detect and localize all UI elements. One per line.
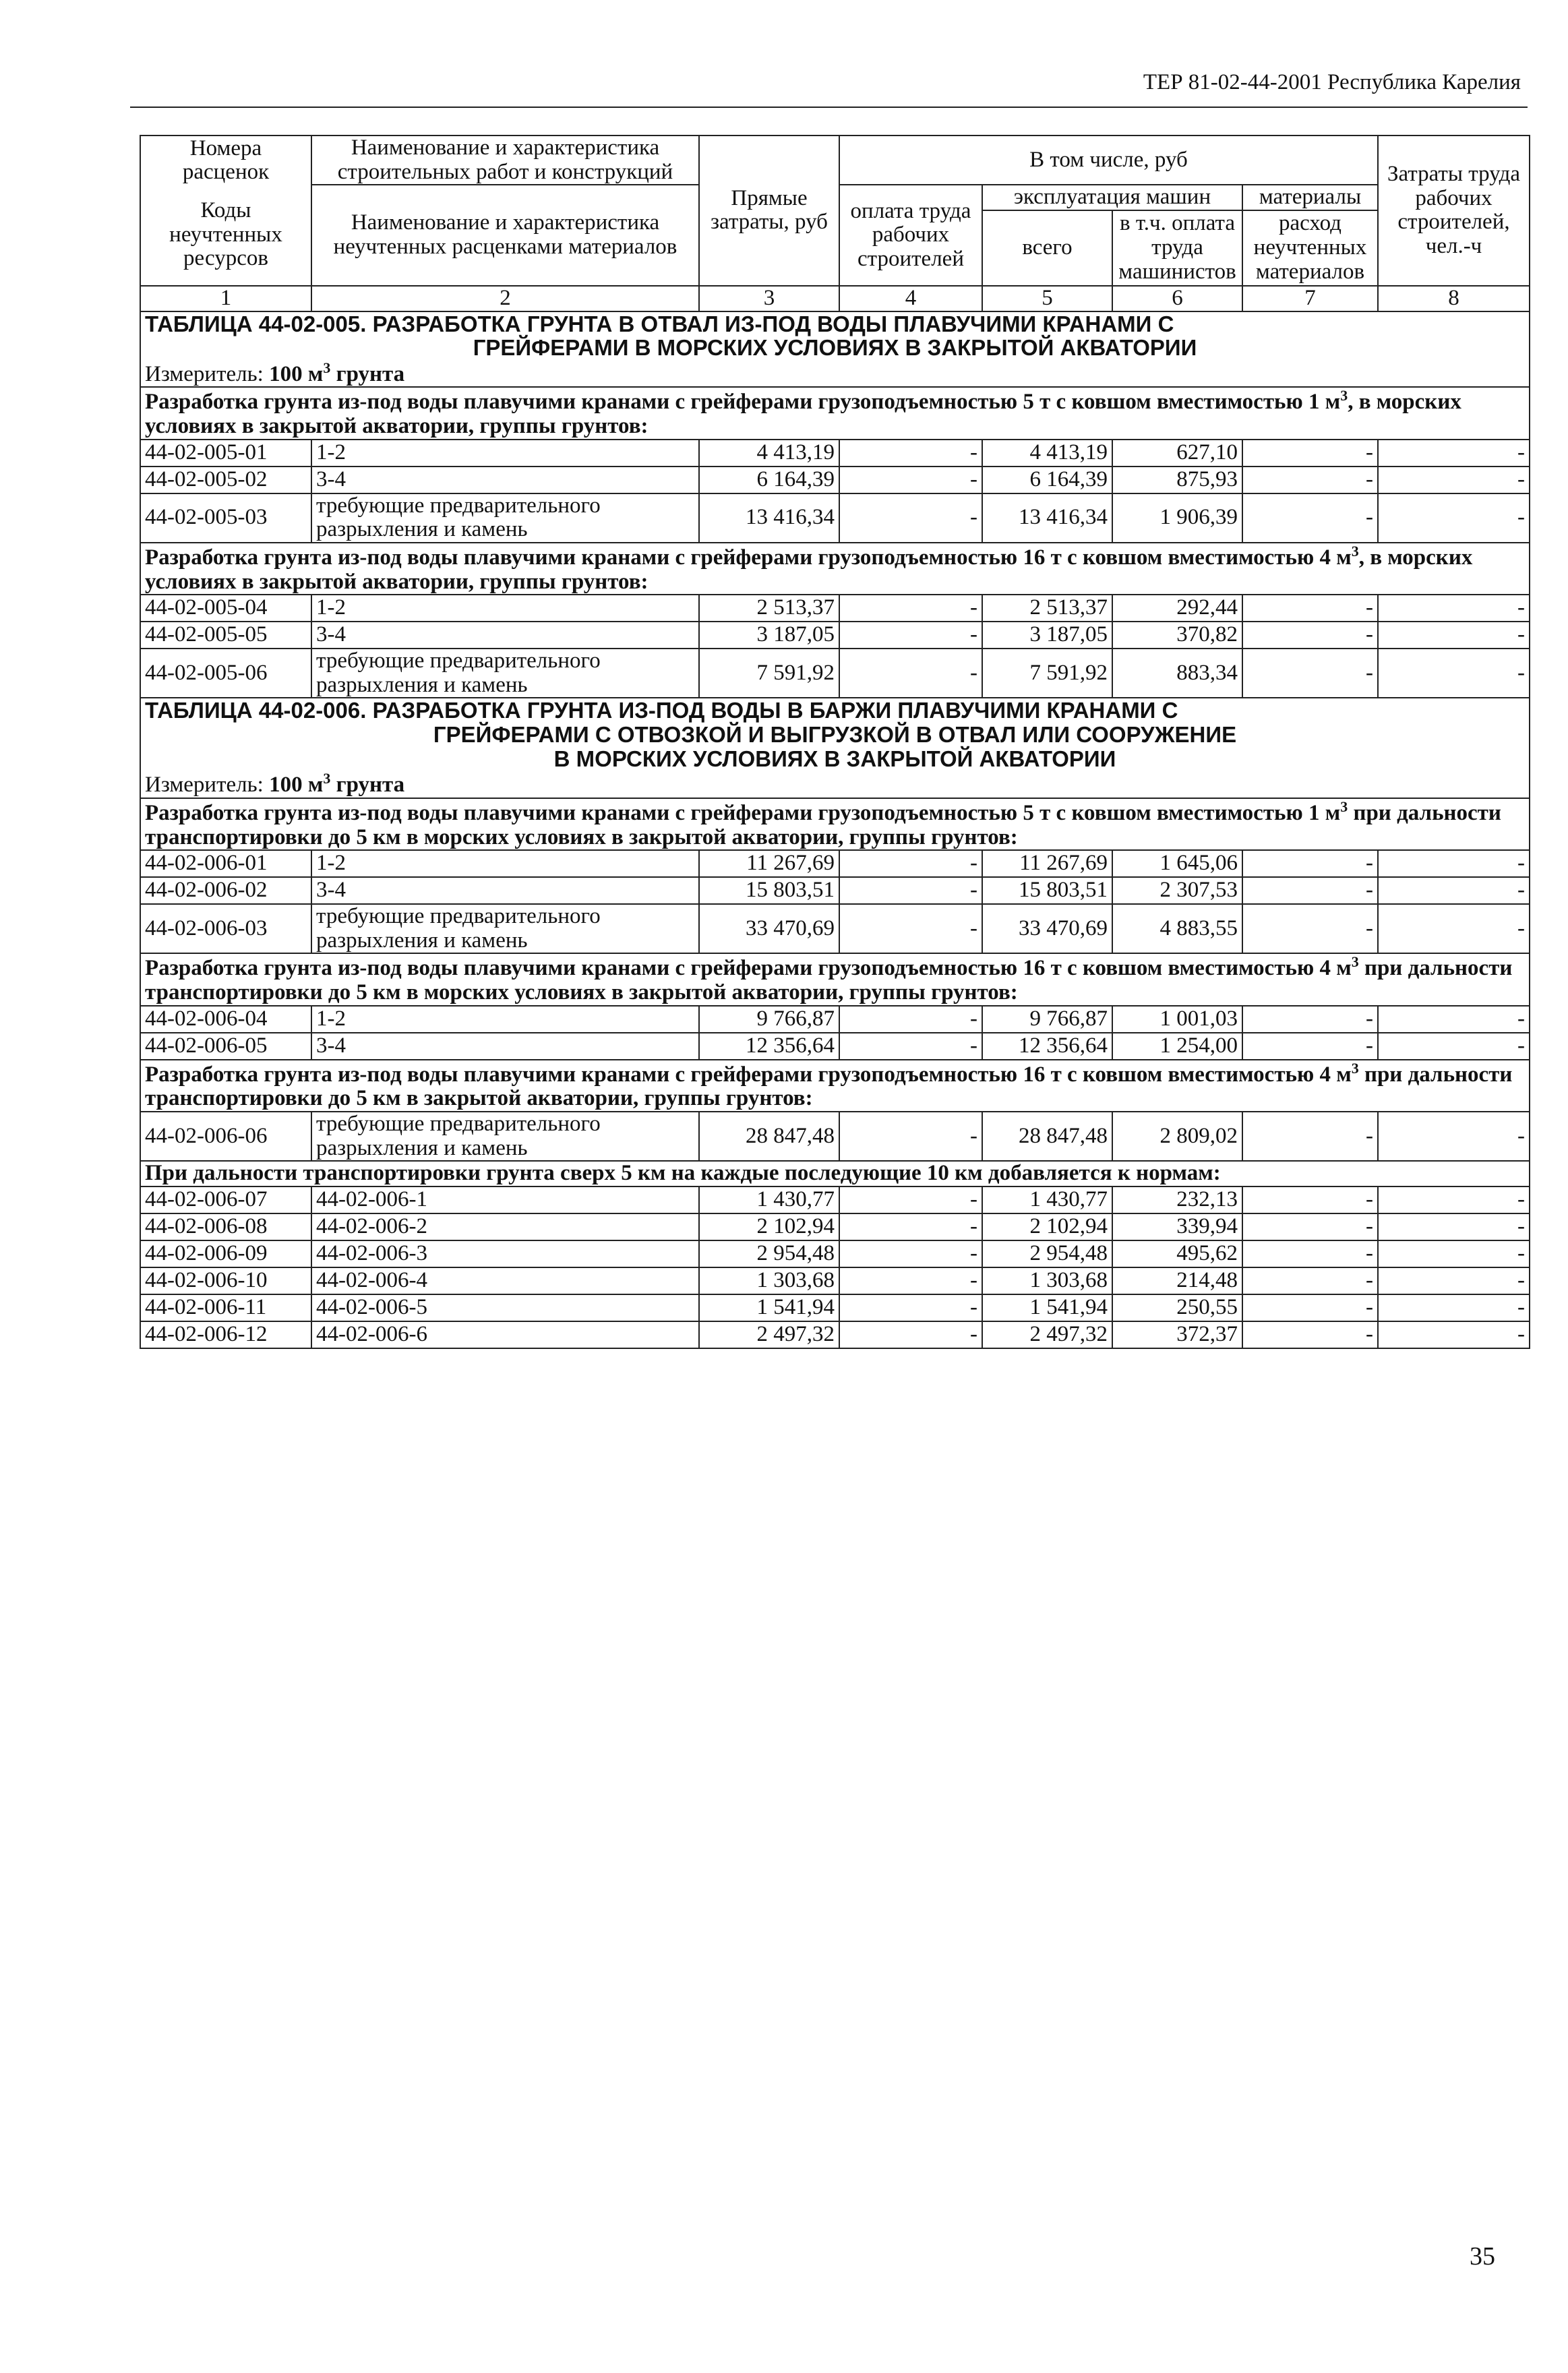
section-heading-row [140, 1060, 1530, 1112]
cell-labor: - [839, 595, 982, 622]
cell-labor-hours: - [1378, 622, 1530, 649]
col-num: 7 [1242, 286, 1378, 311]
cell-labor: - [839, 649, 982, 698]
cell-labor: - [839, 1006, 982, 1033]
section-heading-row [140, 1161, 1530, 1186]
section-text-end: , в морских условиях в закрытой акватории, группы грунтов: [145, 545, 1473, 594]
cell-machinist-pay: 370,82 [1112, 622, 1242, 649]
measure-row [140, 360, 1530, 388]
cell-materials: - [1242, 1186, 1378, 1213]
cell-machinist-pay: 883,34 [1112, 649, 1242, 698]
cell-code: 44-02-006-09 [140, 1240, 311, 1267]
col-8: Затраты труда рабочих строителей, чел.-ч [1378, 136, 1530, 286]
cell-machinist-pay: 250,55 [1112, 1294, 1242, 1321]
section-text-end: , в морских условиях в закрытой акватории, группы грунтов: [145, 390, 1461, 438]
col-num: 8 [1378, 286, 1530, 311]
cell-materials: - [1242, 467, 1378, 493]
cell-machinist-pay: 1 001,03 [1112, 1006, 1242, 1033]
section-power: 3 [1351, 953, 1359, 971]
section-heading-row [140, 387, 1530, 439]
cell-direct: 28 847,48 [699, 1112, 839, 1161]
cell-name: 44-02-006-2 [311, 1213, 699, 1240]
cell-machines: 28 847,48 [982, 1112, 1112, 1161]
cell-materials: - [1242, 1213, 1378, 1240]
cell-materials: - [1242, 1240, 1378, 1267]
table-row [140, 1240, 1530, 1267]
section-heading [140, 387, 1530, 439]
table-row [140, 1186, 1530, 1213]
col-2b: Наименование и характеристика неучтенных расценками материалов [311, 185, 699, 286]
col-2a: Наименование и характеристика строительных работ и конструкций [311, 136, 699, 185]
cell-machines: 2 102,94 [982, 1213, 1112, 1240]
cell-materials: - [1242, 877, 1378, 904]
cell-labor-hours: - [1378, 904, 1530, 953]
measure [140, 771, 1530, 798]
cell-machinist-pay: 1 254,00 [1112, 1033, 1242, 1060]
cell-name: 1-2 [311, 850, 699, 877]
cell-labor: - [839, 904, 982, 953]
cell-machines: 2 497,32 [982, 1321, 1112, 1348]
running-header: ТЕР 81-02-44-2001 Республика Карелия [1143, 70, 1521, 94]
table-row [140, 595, 1530, 622]
document-body [140, 135, 1529, 1349]
cell-materials: - [1242, 904, 1378, 953]
section-text-end: при дальности транспортировки до 5 км в морских условиях в закрытой акватории, группы грунтов: [145, 800, 1501, 849]
section-power: 3 [1351, 1059, 1359, 1077]
cell-machines: 2 513,37 [982, 595, 1112, 622]
cell-materials: - [1242, 1006, 1378, 1033]
cell-direct: 2 497,32 [699, 1321, 839, 1348]
cell-direct: 4 413,19 [699, 440, 839, 467]
cell-direct: 1 303,68 [699, 1267, 839, 1294]
cell-labor: - [839, 1213, 982, 1240]
section-heading-row [140, 953, 1530, 1005]
cell-direct: 15 803,51 [699, 877, 839, 904]
section-text: Разработка грунта из-под воды плавучими кранами с грейферами грузоподъемностью 16 т с ковшом вместимостью 4 м [145, 956, 1352, 981]
cell-name: требующие предварительного разрыхления и камень [311, 493, 699, 543]
cell-name: требующие предварительного разрыхления и камень [311, 649, 699, 698]
cell-name: 3-4 [311, 877, 699, 904]
cell-machines: 12 356,64 [982, 1033, 1112, 1060]
table-row [140, 622, 1530, 649]
cell-labor-hours: - [1378, 1213, 1530, 1240]
cell-labor: - [839, 493, 982, 543]
cell-code: 44-02-006-08 [140, 1213, 311, 1240]
cell-name: 44-02-006-5 [311, 1294, 699, 1321]
cell-labor-hours: - [1378, 1294, 1530, 1321]
cell-machinist-pay: 232,13 [1112, 1186, 1242, 1213]
section-text: Разработка грунта из-под воды плавучими кранами с грейферами грузоподъемностью 5 т с ковшом вместимостью 1 м [145, 800, 1341, 825]
cell-labor-hours: - [1378, 467, 1530, 493]
cell-labor: - [839, 440, 982, 467]
cell-machinist-pay: 1 645,06 [1112, 850, 1242, 877]
cell-machines: 1 541,94 [982, 1294, 1112, 1321]
table-row [140, 1294, 1530, 1321]
table-row [140, 440, 1530, 467]
cell-machines: 1 303,68 [982, 1267, 1112, 1294]
cell-machinist-pay: 2 809,02 [1112, 1112, 1242, 1161]
table-title-line: ТАБЛИЦА 44-02-005. РАЗРАБОТКА ГРУНТА В ОТВАЛ ИЗ-ПОД ВОДЫ ПЛАВУЧИМИ КРАНАМИ С [145, 311, 1174, 336]
measure-unit: грунта [336, 361, 405, 386]
cell-materials: - [1242, 649, 1378, 698]
cell-machinist-pay: 372,37 [1112, 1321, 1242, 1348]
table-row [140, 904, 1530, 953]
col-num: 3 [699, 286, 839, 311]
measure-number: 100 м [269, 773, 324, 798]
cell-materials: - [1242, 1321, 1378, 1348]
cell-machinist-pay: 292,44 [1112, 595, 1242, 622]
cell-labor-hours: - [1378, 1186, 1530, 1213]
measure-label: Измеритель: [145, 361, 264, 386]
cell-labor: - [839, 1033, 982, 1060]
cell-labor-hours: - [1378, 649, 1530, 698]
col-5: всего [982, 210, 1112, 286]
cell-code: 44-02-005-06 [140, 649, 311, 698]
cell-labor-hours: - [1378, 1267, 1530, 1294]
section-heading [140, 798, 1530, 850]
cell-direct: 33 470,69 [699, 904, 839, 953]
cell-labor: - [839, 1186, 982, 1213]
col-1b: Коды неучтенных ресурсов [140, 185, 311, 286]
cell-labor: - [839, 1294, 982, 1321]
cell-machinist-pay: 627,10 [1112, 440, 1242, 467]
cell-machines: 11 267,69 [982, 850, 1112, 877]
cell-labor: - [839, 1240, 982, 1267]
table-row [140, 1267, 1530, 1294]
cell-labor: - [839, 1267, 982, 1294]
cell-machines: 3 187,05 [982, 622, 1112, 649]
cell-labor-hours: - [1378, 440, 1530, 467]
col-materials: материалы [1242, 185, 1378, 210]
cell-materials: - [1242, 1033, 1378, 1060]
cell-direct: 11 267,69 [699, 850, 839, 877]
section-heading [140, 1161, 1530, 1186]
section-text: Разработка грунта из-под воды плавучими кранами с грейферами грузоподъемностью 5 т с ковшом вместимостью 1 м [145, 390, 1341, 415]
cell-materials: - [1242, 1267, 1378, 1294]
cell-labor: - [839, 1321, 982, 1348]
table-row [140, 467, 1530, 493]
table-title [140, 311, 1530, 360]
cell-code: 44-02-005-04 [140, 595, 311, 622]
cell-name: 3-4 [311, 467, 699, 493]
cell-materials: - [1242, 595, 1378, 622]
cell-code: 44-02-006-07 [140, 1186, 311, 1213]
measure-row [140, 771, 1530, 798]
measure-number: 100 м [269, 361, 324, 386]
section-heading-row [140, 543, 1530, 595]
col-4: оплата труда рабочих строителей [839, 185, 982, 286]
cell-materials: - [1242, 1112, 1378, 1161]
cell-direct: 12 356,64 [699, 1033, 839, 1060]
col-incl: В том числе, руб [839, 136, 1378, 185]
section-text: Разработка грунта из-под воды плавучими кранами с грейферами грузоподъемностью 16 т с ковшом вместимостью 4 м [145, 1062, 1352, 1087]
cell-labor-hours: - [1378, 595, 1530, 622]
measure-unit: грунта [336, 773, 405, 798]
measure-value [269, 773, 330, 797]
section-power: 3 [1340, 387, 1348, 404]
section-heading [140, 953, 1530, 1005]
table-body [140, 136, 1530, 1348]
table-row [140, 493, 1530, 543]
cell-machinist-pay: 4 883,55 [1112, 904, 1242, 953]
cell-machinist-pay: 875,93 [1112, 467, 1242, 493]
cell-materials: - [1242, 440, 1378, 467]
section-power: 3 [1351, 542, 1359, 560]
cell-machines: 33 470,69 [982, 904, 1112, 953]
cell-machinist-pay: 1 906,39 [1112, 493, 1242, 543]
cell-code: 44-02-006-10 [140, 1267, 311, 1294]
cell-direct: 13 416,34 [699, 493, 839, 543]
cell-name: 44-02-006-4 [311, 1267, 699, 1294]
cell-code: 44-02-006-11 [140, 1294, 311, 1321]
cell-machines: 2 954,48 [982, 1240, 1112, 1267]
cell-labor: - [839, 850, 982, 877]
table-row [140, 1213, 1530, 1240]
table-title-row [140, 311, 1530, 360]
col-num: 6 [1112, 286, 1242, 311]
table-title-line: ГРЕЙФЕРАМИ С ОТВОЗКОЙ И ВЫГРУЗКОЙ В ОТВАЛ ИЛИ СООРУЖЕНИЕ [433, 722, 1237, 747]
col-num: 4 [839, 286, 982, 311]
table-row [140, 1033, 1530, 1060]
page-number: 35 [1470, 2242, 1495, 2271]
section-text-end: при дальности транспортировки до 5 км в морских условиях в закрытой акватории, группы грунтов: [145, 956, 1513, 1004]
cell-materials: - [1242, 622, 1378, 649]
cell-labor-hours: - [1378, 1321, 1530, 1348]
section-power: 3 [1340, 798, 1348, 815]
cell-code: 44-02-006-06 [140, 1112, 311, 1161]
col-machines: эксплуатация машин [982, 185, 1242, 210]
cell-labor: - [839, 877, 982, 904]
cell-machines: 4 413,19 [982, 440, 1112, 467]
cell-name: 44-02-006-3 [311, 1240, 699, 1267]
col-num: 2 [311, 286, 699, 311]
cell-name: 44-02-006-6 [311, 1321, 699, 1348]
cell-code: 44-02-005-05 [140, 622, 311, 649]
cell-materials: - [1242, 850, 1378, 877]
cell-labor: - [839, 1112, 982, 1161]
cell-direct: 1 541,94 [699, 1294, 839, 1321]
cell-name: 1-2 [311, 595, 699, 622]
cell-labor-hours: - [1378, 1240, 1530, 1267]
cell-machines: 1 430,77 [982, 1186, 1112, 1213]
measure-label: Измеритель: [145, 773, 264, 798]
cell-labor-hours: - [1378, 1006, 1530, 1033]
cell-machinist-pay: 339,94 [1112, 1213, 1242, 1240]
cell-direct: 2 954,48 [699, 1240, 839, 1267]
cell-labor-hours: - [1378, 1033, 1530, 1060]
cell-machines: 15 803,51 [982, 877, 1112, 904]
header-rule [130, 107, 1528, 108]
cell-machines: 9 766,87 [982, 1006, 1112, 1033]
cell-name: 3-4 [311, 1033, 699, 1060]
measure [140, 360, 1530, 388]
cell-materials: - [1242, 493, 1378, 543]
cell-code: 44-02-005-02 [140, 467, 311, 493]
measure-power: 3 [323, 359, 331, 376]
rates-table [140, 135, 1530, 1349]
cell-code: 44-02-006-02 [140, 877, 311, 904]
table-title-row [140, 698, 1530, 771]
section-heading [140, 543, 1530, 595]
cell-machinist-pay: 214,48 [1112, 1267, 1242, 1294]
cell-code: 44-02-005-01 [140, 440, 311, 467]
header-row-1 [140, 136, 1530, 185]
cell-name: 3-4 [311, 622, 699, 649]
cell-name: требующие предварительного разрыхления и камень [311, 904, 699, 953]
table-title-line: ТАБЛИЦА 44-02-006. РАЗРАБОТКА ГРУНТА ИЗ-ПОД ВОДЫ В БАРЖИ ПЛАВУЧИМИ КРАНАМИ С [145, 698, 1178, 723]
cell-code: 44-02-006-05 [140, 1033, 311, 1060]
section-text: Разработка грунта из-под воды плавучими кранами с грейферами грузоподъемностью 16 т с ковшом вместимостью 4 м [145, 545, 1352, 570]
col-6: в т.ч. оплата труда машинистов [1112, 210, 1242, 286]
cell-code: 44-02-006-03 [140, 904, 311, 953]
cell-machines: 6 164,39 [982, 467, 1112, 493]
section-text-end: при дальности транспортировки до 5 км в закрытой акватории, группы грунтов: [145, 1062, 1513, 1111]
col-num: 1 [140, 286, 311, 311]
cell-labor-hours: - [1378, 493, 1530, 543]
cell-direct: 2 513,37 [699, 595, 839, 622]
cell-name: 1-2 [311, 1006, 699, 1033]
cell-direct: 7 591,92 [699, 649, 839, 698]
cell-labor-hours: - [1378, 1112, 1530, 1161]
table-row [140, 1112, 1530, 1161]
column-number-row [140, 286, 1530, 311]
cell-name: 44-02-006-1 [311, 1186, 699, 1213]
cell-direct: 6 164,39 [699, 467, 839, 493]
col-1a: Номера расценок [140, 136, 311, 185]
cell-code: 44-02-006-04 [140, 1006, 311, 1033]
cell-direct: 2 102,94 [699, 1213, 839, 1240]
cell-code: 44-02-006-01 [140, 850, 311, 877]
measure-power: 3 [323, 771, 331, 787]
table-row [140, 1321, 1530, 1348]
table-row [140, 850, 1530, 877]
col-num: 5 [982, 286, 1112, 311]
table-row [140, 877, 1530, 904]
cell-name: 1-2 [311, 440, 699, 467]
table-row [140, 649, 1530, 698]
cell-code: 44-02-006-12 [140, 1321, 311, 1348]
cell-labor: - [839, 467, 982, 493]
cell-machines: 13 416,34 [982, 493, 1112, 543]
cell-labor-hours: - [1378, 850, 1530, 877]
section-text: При дальности транспортировки грунта сверх 5 км на каждые последующие 10 км добавляется к нормам: [145, 1161, 1221, 1186]
section-heading [140, 1060, 1530, 1112]
table-title-line: ГРЕЙФЕРАМИ В МОРСКИХ УСЛОВИЯХ В ЗАКРЫТОЙ АКВАТОРИИ [473, 335, 1197, 360]
table-row [140, 1006, 1530, 1033]
cell-direct: 1 430,77 [699, 1186, 839, 1213]
cell-labor-hours: - [1378, 877, 1530, 904]
cell-machinist-pay: 495,62 [1112, 1240, 1242, 1267]
cell-code: 44-02-005-03 [140, 493, 311, 543]
cell-name: требующие предварительного разрыхления и камень [311, 1112, 699, 1161]
measure-value [269, 359, 331, 386]
cell-machinist-pay: 2 307,53 [1112, 877, 1242, 904]
cell-labor: - [839, 622, 982, 649]
col-7: расход неучтенных материалов [1242, 210, 1378, 286]
section-heading-row [140, 798, 1530, 850]
cell-direct: 3 187,05 [699, 622, 839, 649]
col-3: Прямые затраты, руб [699, 136, 839, 286]
table-title [140, 698, 1530, 771]
cell-machines: 7 591,92 [982, 649, 1112, 698]
table-title-line: В МОРСКИХ УСЛОВИЯХ В ЗАКРЫТОЙ АКВАТОРИИ [553, 746, 1116, 771]
cell-materials: - [1242, 1294, 1378, 1321]
cell-direct: 9 766,87 [699, 1006, 839, 1033]
